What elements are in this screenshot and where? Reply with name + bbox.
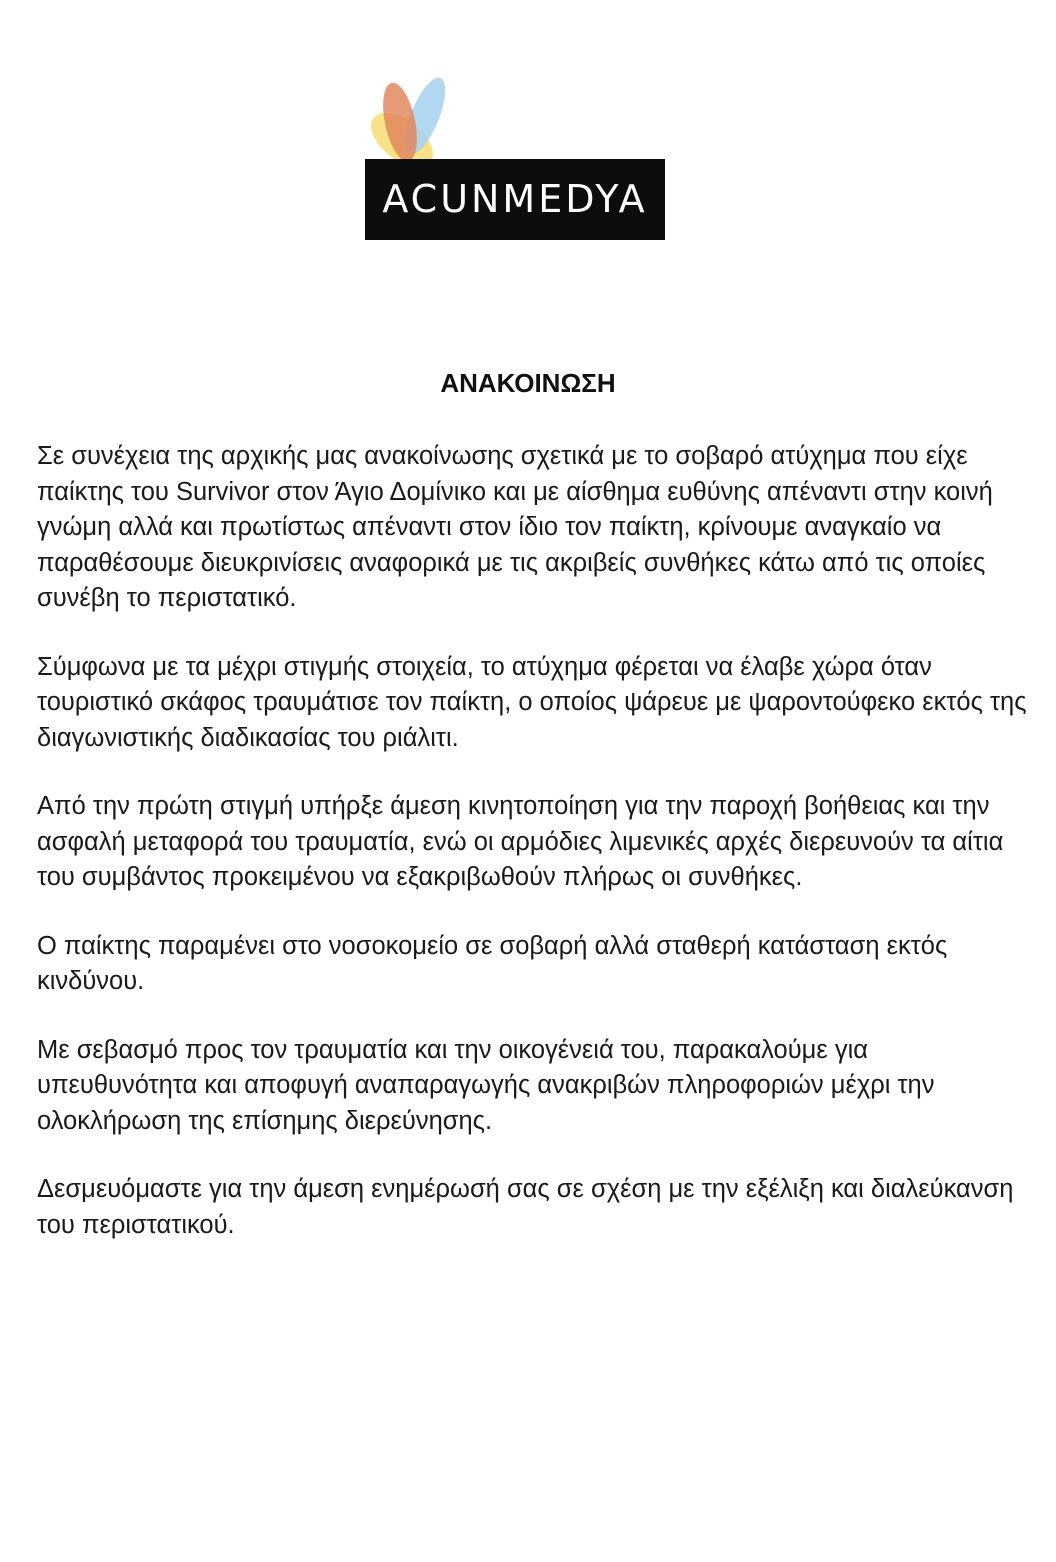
paragraph-commitment: Δεσμευόμαστε για την άμεση ενημέρωσή σας σε σχέση με την εξέλιξη και διαλεύκανση του περιστατικού.: [37, 1175, 1014, 1239]
paragraph-intro: Σε συνέχεια της αρχικής μας ανακοίνωσης σχετικά με το σοβαρό ατύχημα που είχε παίκτης του Survivor στον Άγιο Δομίνικο και με αίσθημα ευθύνης απέναντι στην κοινή γνώμη αλλά και πρωτίστως απέναντι στον ίδιο τον παίκτη, κρίνουμε αναγκαίο να παραθέσουμε διευκρινίσεις αναφορικά με τις ακριβείς συνθήκες κάτω από τις οποίες συνέβη το περιστατικό.: [37, 442, 993, 612]
paragraph-request: Με σεβασμό προς τον τραυματία και την οικογένειά του, παρακαλούμε για υπευθυνότητα και αποφυγή αναπαραγωγής ανακριβών πληροφοριών μέχρι την ολοκλήρωση της επίσημης διερεύνησης.: [37, 1035, 935, 1135]
paragraph-response: Από την πρώτη στιγμή υπήρξε άμεση κινητοποίηση για την παροχή βοήθειας και την ασφαλή μεταφορά του τραυματία, ενώ οι αρμόδιες λιμενικές αρχές διερευνούν τα αίτια του συμβάντος προκειμένου να εξακριβωθούν πλήρως οι συνθήκες.: [37, 792, 1004, 891]
logo-wordmark-box: [365, 159, 665, 240]
paragraph-incident: Σύμφωνα με τα μέχρι στιγμής στοιχεία, το ατύχημα φέρεται να έλαβε χώρα όταν τουριστικό σκάφος τραυμάτισε τον παίκτη, ο οποίος ψάρευε με ψαροντούφεκο εκτός της διαγωνιστικής διαδικασίας του ριάλιτι.: [37, 652, 1027, 752]
paragraph-condition: Ο παίκτης παραμένει στο νοσοκομείο σε σοβαρή αλλά σταθερή κατάσταση εκτός κινδύνου.: [37, 931, 948, 995]
announcement-body: [37, 439, 1027, 1276]
acunmedya-logo: [352, 72, 668, 244]
announcement-title: ΑΝΑΚΟΙΝΩΣΗ: [440, 368, 616, 398]
logo-wordmark: ACUNMEDYA: [382, 177, 648, 221]
